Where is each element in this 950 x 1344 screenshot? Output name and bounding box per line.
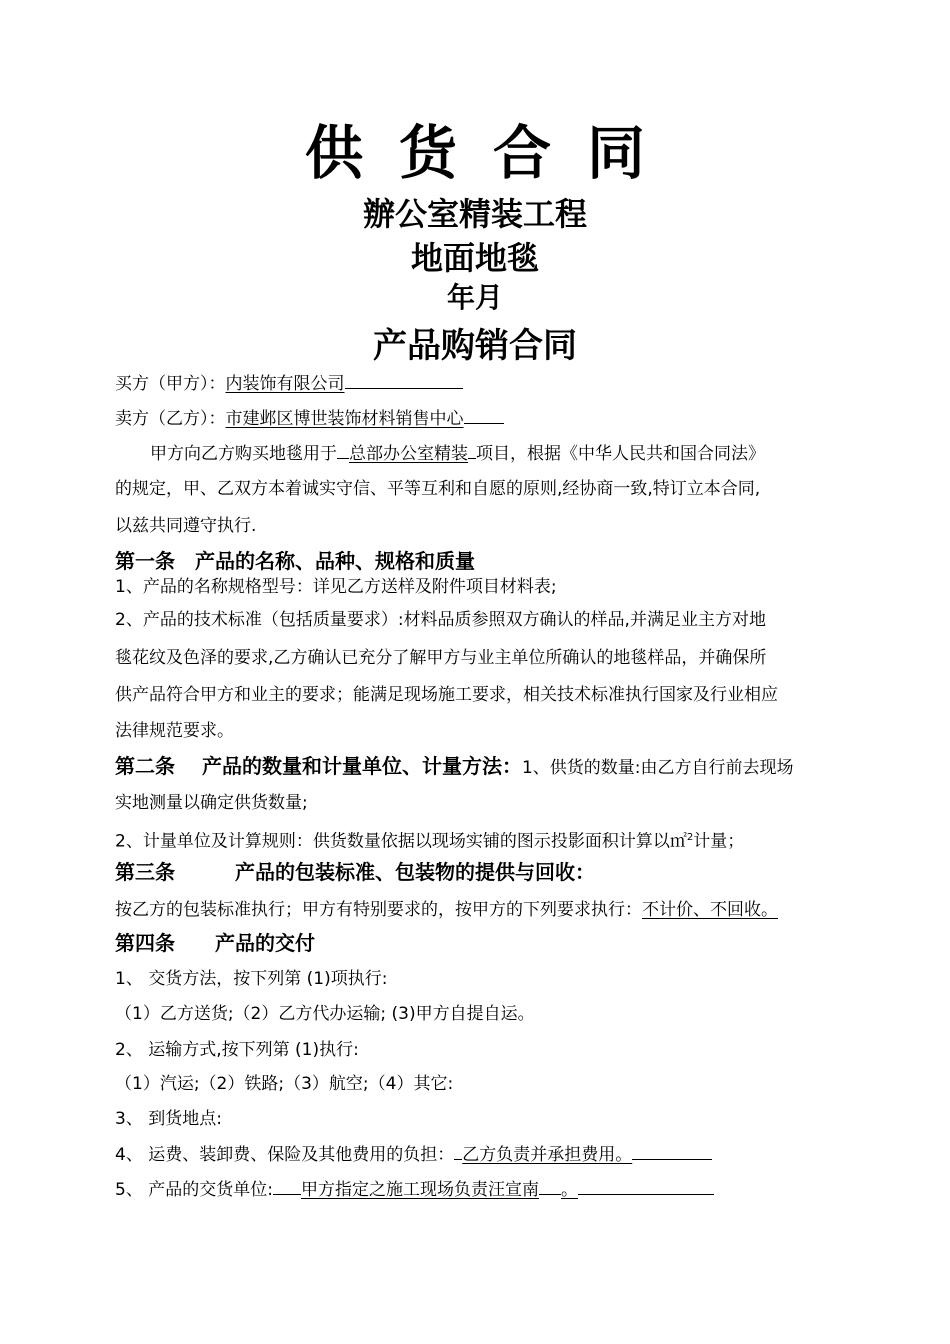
intro-line-2: 的规定，甲、乙双方本着诚实守信、平等互利和自愿的原则,经协商一致,特订立本合同, [115, 479, 761, 499]
buyer-value: 内装饰有限公司 [225, 374, 345, 394]
seller-line [115, 405, 504, 431]
intro-project: 总部办公室精装 [349, 444, 468, 464]
intro-line-1 [150, 440, 765, 466]
article2-heading: 第二条 产品的数量和计量单位、计量方法： [115, 754, 522, 778]
article4-item4-label: 4、 运费、装卸费、保险及其他费用的负担： [115, 1145, 455, 1165]
article2-item1a: 1、供货的数量:由乙方自行前去现场 [521, 758, 794, 778]
article3-text: 按乙方的包装标准执行；甲方有特别要求的，按甲方的下列要求执行： [115, 900, 642, 920]
article1-item2-line2: 毯花纹及色泽的要求,乙方确认已充分了解甲方与业主单位所确认的地毯样品，并确保所 [115, 648, 767, 668]
seller-blank [464, 405, 504, 424]
article2-line1 [115, 754, 794, 780]
intro-part1: 甲方向乙方购买地毯用于 [150, 444, 337, 464]
article3-value: 不计价、不回收。 [642, 900, 778, 920]
article4-heading: 第四条 产品的交付 [115, 931, 315, 955]
article1-item2-line4: 法律规范要求。 [115, 721, 234, 741]
subtitle-contract-type: 产品购销合同 [373, 326, 577, 366]
article4-item5 [115, 1176, 714, 1202]
article1-item1: 1、产品的名称规格型号：详见乙方送样及附件项目材料表; [115, 577, 557, 597]
article2-item2b: 计量； [693, 831, 745, 852]
article1-heading: 第一条 产品的名称、品种、规格和质量 [115, 549, 475, 573]
article3-heading: 第三条 产品的包装标准、包装物的提供与回收： [115, 860, 595, 884]
intro-part2: 项目，根据《中华人民共和国合同法》 [476, 444, 765, 464]
article2-item1b: 实地测量以确定供货数量; [115, 793, 308, 813]
subtitle-material: 地面地毯 [410, 239, 539, 277]
article2-item2-sup: 2 [686, 832, 694, 843]
article4-item5-tail: 。 [560, 1180, 578, 1200]
article1-item2-line3: 供产品符合甲方和业主的要求；能满足现场施工要求，相关技术标准执行国家及行业相应 [115, 685, 778, 705]
subtitle-project: 辦公室精装工程 [362, 195, 587, 233]
article4-item1: 1、 交货方法，按下列第 (1)项执行: [115, 969, 388, 989]
contract-title: 供货合同 [304, 119, 681, 187]
article4-item2: 2、 运输方式,按下列第 (1)执行: [115, 1040, 359, 1060]
article4-item5-value: 甲方指定之施工现场负责汪宣南 [300, 1180, 539, 1200]
seller-value: 市建邺区博世装饰材料销售中心 [225, 409, 464, 429]
buyer-line [115, 370, 463, 396]
article2-item2 [115, 826, 744, 854]
intro-line-3: 以兹共同遵守执行. [115, 516, 257, 536]
article4-item3: 3、 到货地点: [115, 1109, 222, 1129]
seller-label: 卖方（乙方）： [115, 409, 226, 429]
article2-item2a: 2、计量单位及计算规则：供货数量依据以现场实铺的图示投影面积计算以㎡ [115, 831, 687, 852]
article1-item2-line1: 2、产品的技术标准（包括质量要求）:材料品质参照双方确认的样品,并满足业主方对地 [115, 610, 766, 630]
article4-item4 [115, 1141, 712, 1167]
article4-item4-value: 乙方负责并承担费用。 [462, 1145, 633, 1165]
article4-item1-options: （1）乙方送货;（2）乙方代办运输; (3)甲方自提自运。 [115, 1004, 535, 1024]
subtitle-date: 年月 [446, 281, 503, 314]
article4-item5-label: 5、 产品的交货单位: [115, 1180, 273, 1200]
article3-line [115, 898, 778, 922]
article4-item2-options: （1）汽运;（2）铁路;（3）航空;（4）其它: [115, 1074, 454, 1094]
buyer-label: 买方（甲方）： [115, 374, 226, 394]
buyer-blank [345, 370, 463, 389]
